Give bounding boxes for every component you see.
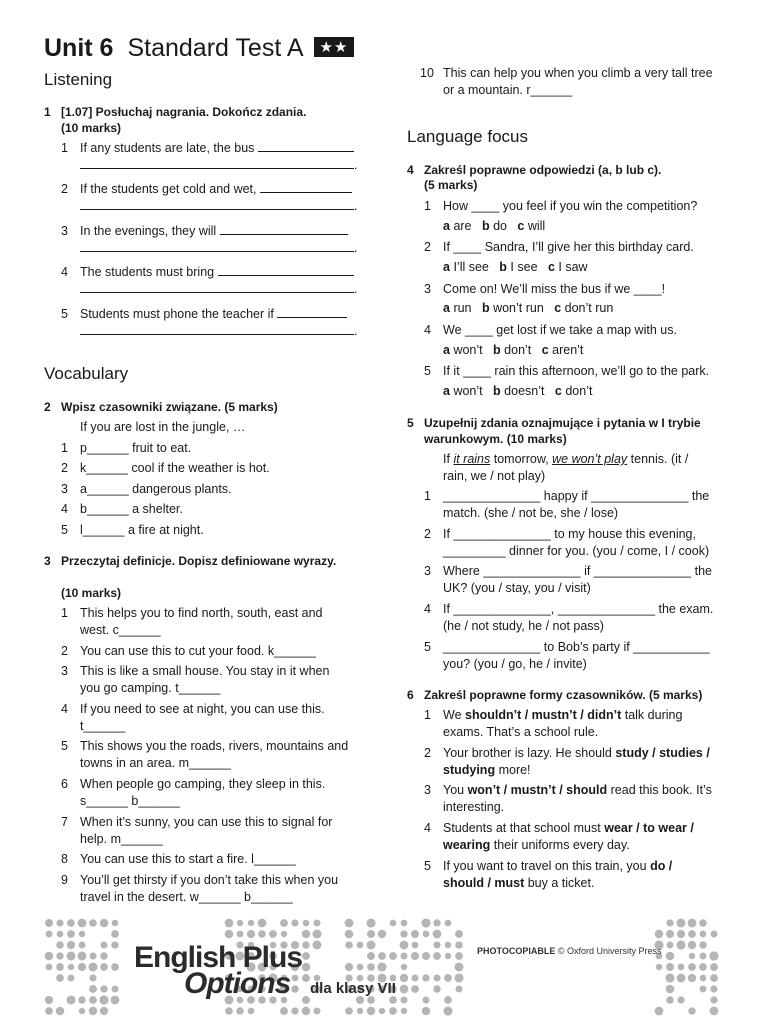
pattern-dot <box>433 974 440 981</box>
pattern-dot <box>411 985 419 993</box>
pattern-dot <box>302 996 310 1004</box>
pattern-dot <box>688 1007 695 1014</box>
verb-form-item: 3 You won’t / mustn’t / should read this book. It’s interesting. <box>424 783 712 814</box>
pattern-dot <box>56 963 64 971</box>
pattern-dot <box>89 996 97 1004</box>
pattern-dot <box>400 941 409 950</box>
pattern-dot <box>699 919 706 926</box>
pattern-dot <box>111 941 118 948</box>
pattern-dot <box>401 1008 407 1014</box>
exercise-4-heading: 4 Zakreśl poprawne odpowiedzi (a, b lub c). <box>407 163 662 177</box>
exercise-1-marks: (10 marks) <box>61 121 122 135</box>
pattern-dot <box>433 985 440 992</box>
pattern-dot <box>312 929 321 938</box>
pattern-dot <box>666 941 673 948</box>
choice-question: 4 We ____ get lost if we take a map with us. <box>424 323 677 337</box>
pattern-dot <box>79 1008 85 1014</box>
pattern-dot <box>677 930 685 938</box>
pattern-dot <box>666 985 675 994</box>
pattern-dot <box>454 973 463 982</box>
pattern-dot <box>89 974 96 981</box>
pattern-dot <box>99 995 108 1004</box>
pattern-dot <box>678 964 685 971</box>
choice-options: a run b won’t run c don’t run <box>443 301 614 315</box>
pattern-dot <box>700 931 707 938</box>
pattern-dot <box>699 963 707 971</box>
pattern-dot <box>400 952 407 959</box>
pattern-dot <box>56 974 64 982</box>
pattern-dot <box>688 919 697 928</box>
pattern-dot <box>688 941 696 949</box>
pattern-dot <box>710 996 717 1003</box>
pattern-dot <box>247 930 255 938</box>
pattern-dot <box>57 931 64 938</box>
verb-form-item: 5 If you want to travel on this train, you do / should / must buy a ticket. <box>424 859 673 890</box>
pattern-dot <box>422 1007 430 1015</box>
vocabulary-item: 2 k______ cool if the weather is hot. <box>61 461 270 475</box>
pattern-dot <box>367 930 375 938</box>
pattern-dot <box>688 963 696 971</box>
pattern-dot <box>411 974 418 981</box>
pattern-dot <box>366 918 375 927</box>
pattern-dot <box>400 974 408 982</box>
pattern-dot <box>389 952 397 960</box>
conditional-item: 3 Where ______________ if ______________ the UK? (you / stay, you / visit) <box>424 564 712 595</box>
pattern-dot <box>445 953 451 959</box>
vocabulary-item: 5 l______ a fire at night. <box>61 523 204 537</box>
pattern-dot <box>248 1008 255 1015</box>
choice-options: a are b do c will <box>443 219 546 233</box>
pattern-dot <box>666 919 673 926</box>
copyright-notice: PHOTOCOPIABLE © Oxford University Press <box>477 946 662 956</box>
pattern-dot <box>89 919 97 927</box>
pattern-dot <box>443 1006 452 1015</box>
pattern-dot <box>357 942 364 949</box>
pattern-dot <box>291 919 298 926</box>
exercise-3-heading: 3 Przeczytaj definicje. Dopisz definiowane wyrazy. <box>44 554 337 568</box>
brand-subtitle: Options <box>184 967 291 1000</box>
pattern-dot <box>379 1008 385 1014</box>
pattern-dot <box>280 919 288 927</box>
pattern-dot <box>655 930 664 939</box>
pattern-dot <box>423 931 430 938</box>
listening-item: 1 If any students are late, the bus . <box>61 141 358 172</box>
pattern-dot <box>79 931 86 938</box>
pattern-dot <box>367 996 375 1004</box>
pattern-dot <box>677 974 686 983</box>
pattern-dot <box>666 996 673 1003</box>
pattern-dot <box>345 941 352 948</box>
pattern-dot <box>100 952 108 960</box>
listening-item: 2 If the students get cold and wet, . <box>61 182 358 213</box>
listening-item: 4 The students must bring . <box>61 265 358 296</box>
pattern-dot <box>700 953 707 960</box>
choice-question: 5 If it ____ rain this afternoon, we’ll go to the park. <box>424 364 710 378</box>
exercise-2-intro: If you are lost in the jungle, … <box>80 420 246 434</box>
pattern-dot <box>303 920 310 927</box>
pattern-dot <box>710 930 717 937</box>
pattern-dot <box>411 930 419 938</box>
pattern-dot <box>700 975 707 982</box>
pattern-dot <box>433 941 440 948</box>
pattern-dot <box>237 931 244 938</box>
pattern-dot <box>89 1007 97 1015</box>
pattern-dot <box>67 941 75 949</box>
pattern-dot <box>302 974 310 982</box>
pattern-dot <box>302 963 311 972</box>
pattern-dot <box>656 964 662 970</box>
pattern-dot <box>433 952 441 960</box>
pattern-dot <box>111 930 119 938</box>
exercise-5-example: If it rains tomorrow, we won’t play tennis. (it / rain, we / not play) <box>443 452 689 483</box>
pattern-dot <box>111 985 118 992</box>
vocabulary-item: 1 p______ fruit to eat. <box>61 441 192 455</box>
pattern-dot <box>237 920 244 927</box>
definition-item: 2 You can use this to cut your food. k______ <box>61 644 316 658</box>
pattern-dot <box>389 996 397 1004</box>
pattern-dot <box>710 1007 719 1016</box>
definition-item: 6 When people go camping, they sleep in this. s______ b______ <box>61 777 326 808</box>
pattern-dot <box>280 1007 288 1015</box>
pattern-dot <box>345 963 353 971</box>
pattern-dot <box>100 919 109 928</box>
definition-item: 1 This helps you to find north, south, east and west. c______ <box>61 606 323 637</box>
pattern-dot <box>423 997 430 1004</box>
pattern-dot <box>401 964 407 970</box>
pattern-dot <box>258 930 266 938</box>
pattern-dot <box>313 941 322 950</box>
pattern-dot <box>367 1007 375 1015</box>
listening-item: 3 In the evenings, they will . <box>61 224 358 255</box>
test-title: Standard Test A <box>127 34 304 62</box>
exercise-6-heading: 6 Zakreśl poprawne formy czasowników. (5 marks) <box>407 688 703 702</box>
verb-form-item: 1 We shouldn’t / mustn’t / didn’t talk during exams. That’s a school rule. <box>424 708 683 739</box>
pattern-dot <box>345 919 354 928</box>
pattern-dot <box>400 930 407 937</box>
pattern-dot <box>112 920 119 927</box>
pattern-dot <box>225 930 234 939</box>
pattern-dot <box>710 963 718 971</box>
pattern-dot <box>688 974 696 982</box>
pattern-dot <box>68 964 75 971</box>
pattern-dot <box>666 963 674 971</box>
pattern-dot <box>56 952 63 959</box>
pattern-dot <box>378 930 386 938</box>
pattern-dot <box>100 1007 108 1015</box>
pattern-dot <box>236 1007 243 1014</box>
difficulty-stars: ★★ <box>314 37 355 57</box>
pattern-dot <box>56 941 64 949</box>
pattern-dot <box>356 996 364 1004</box>
pattern-dot <box>67 930 75 938</box>
pattern-dot <box>56 919 63 926</box>
pattern-dot <box>89 985 97 993</box>
pattern-dot <box>302 930 310 938</box>
definition-item: 8 You can use this to start a fire. l______ <box>61 852 296 866</box>
pattern-dot <box>291 985 299 993</box>
pattern-dot <box>688 930 696 938</box>
pattern-dot <box>66 995 75 1004</box>
pattern-dot <box>422 952 430 960</box>
pattern-dot <box>455 952 463 960</box>
pattern-dot <box>433 919 440 926</box>
pattern-dot <box>710 974 718 982</box>
vocabulary-item: 4 b______ a shelter. <box>61 502 183 516</box>
pattern-dot <box>281 931 287 937</box>
exercise-2-heading: 2 Wpisz czasowniki związane. (5 marks) <box>44 400 278 414</box>
choice-question: 2 If ____ Sandra, I’ll give her this birthday card. <box>424 240 694 254</box>
pattern-dot <box>710 985 717 992</box>
pattern-dot <box>302 941 309 948</box>
pattern-dot <box>700 986 707 993</box>
pattern-dot <box>56 1007 65 1016</box>
pattern-dot <box>455 963 464 972</box>
pattern-dot <box>79 942 86 949</box>
pattern-dot <box>67 919 75 927</box>
verb-form-item: 4 Students at that school must wear / to wear / wearing their uniforms every day. <box>424 821 694 852</box>
pattern-dot <box>378 952 386 960</box>
pattern-dot <box>269 930 277 938</box>
pattern-dot <box>46 964 53 971</box>
choice-question: 1 How ____ you feel if you win the competition? <box>424 199 698 213</box>
pattern-dot <box>45 930 52 937</box>
definition-item: 3 This is like a small house. You stay in it when you go camping. t______ <box>61 664 330 695</box>
verb-form-item: 2 Your brother is lazy. He should study / studies / studying more! <box>424 746 710 777</box>
pattern-dot <box>357 964 364 971</box>
pattern-dot <box>411 952 419 960</box>
pattern-dot <box>367 952 375 960</box>
conditional-item: 5 ______________ to Bob’s party if ___________ you? (you / go, he / invite) <box>424 640 710 671</box>
conditional-item: 4 If ______________, ______________ the exam. (he / not study, he / not pass) <box>424 602 714 633</box>
pattern-dot <box>302 1007 310 1015</box>
exercise-4-marks: (5 marks) <box>424 178 478 192</box>
pattern-dot <box>676 940 685 949</box>
pattern-dot <box>444 974 452 982</box>
pattern-dot <box>455 941 462 948</box>
language-focus-heading: Language focus <box>407 127 528 146</box>
vocabulary-heading: Vocabulary <box>44 364 129 383</box>
pattern-dot <box>225 1007 233 1015</box>
pattern-dot <box>666 952 674 960</box>
pattern-dot <box>421 918 430 927</box>
conditional-item: 1 ______________ happy if ______________ the match. (she / not be, she / lose) <box>424 489 710 520</box>
pattern-dot <box>699 941 707 949</box>
choice-question: 3 Come on! We’ll miss the bus if we ____! <box>424 282 666 296</box>
brand-name: English Plus <box>134 941 303 974</box>
pattern-dot <box>45 1007 53 1015</box>
pattern-dot <box>313 919 320 926</box>
pattern-dot <box>455 985 462 992</box>
pattern-dot <box>291 1007 298 1014</box>
choice-options: a I’ll see b I see c I saw <box>443 260 588 274</box>
definition-item: 4 If you need to see at night, you can use this. t______ <box>61 702 325 733</box>
pattern-dot <box>67 974 74 981</box>
pattern-dot <box>412 942 419 949</box>
pattern-dot <box>377 962 386 971</box>
unit-number: Unit 6 <box>44 34 114 62</box>
pattern-dot <box>45 952 54 961</box>
pattern-dot <box>78 952 87 961</box>
pattern-dot <box>666 930 674 938</box>
pattern-dot <box>445 942 452 949</box>
pattern-dot <box>400 996 407 1003</box>
exercise-5-heading: 5 Uzupełnij zdania oznajmujące i pytania w I trybie warunkowym. (10 marks) <box>407 416 701 446</box>
definition-item: 5 This shows you the roads, rivers, mountains and towns in an area. m______ <box>61 739 349 770</box>
exercise-3-marks: (10 marks) <box>61 586 122 600</box>
pattern-dot <box>78 963 86 971</box>
pattern-dot <box>225 919 234 928</box>
pattern-dot <box>78 996 85 1003</box>
choice-options: a won’t b doesn’t c don’t <box>443 384 593 398</box>
pattern-dot <box>357 1008 363 1014</box>
pattern-dot <box>78 919 87 928</box>
pattern-dot <box>248 920 254 926</box>
pattern-dot <box>367 941 376 950</box>
pattern-dot <box>313 1007 320 1014</box>
definition-item: 9 You’ll get thirsty if you don’t take this when you travel in the desert. w______ b______ <box>61 873 339 904</box>
pattern-dot <box>45 919 53 927</box>
listening-item: 5 Students must phone the teacher if . <box>61 307 358 338</box>
pattern-dot <box>345 930 354 939</box>
pattern-dot <box>100 963 108 971</box>
pattern-dot <box>455 930 463 938</box>
exercise-1-heading <box>44 104 364 120</box>
pattern-dot <box>389 1007 397 1015</box>
pattern-dot <box>45 996 53 1004</box>
pattern-dot <box>401 920 408 927</box>
exercise-number: 1 <box>44 105 51 119</box>
exercise-instruction: [1.07] Posłuchaj nagrania. Dokończ zdania. <box>61 105 307 119</box>
brand-grade: dla klasy VII <box>310 980 396 997</box>
pattern-dot <box>677 996 684 1003</box>
pattern-dot <box>709 951 718 960</box>
pattern-dot <box>100 985 107 992</box>
conditional-item: 2 If ______________ to my house this evening, _________ dinner for you. (you / come, I / cook) <box>424 527 710 558</box>
pattern-dot <box>89 952 96 959</box>
listening-heading: Listening <box>44 70 113 89</box>
pattern-dot <box>111 963 119 971</box>
pattern-dot <box>345 1007 353 1015</box>
pattern-dot <box>302 952 310 960</box>
pattern-dot <box>292 975 299 982</box>
pattern-dot <box>67 952 76 961</box>
pattern-dot <box>677 919 686 928</box>
pattern-dot <box>655 1007 664 1016</box>
pattern-dot <box>258 919 267 928</box>
pattern-dot <box>88 962 97 971</box>
choice-options: a won’t b don’t c aren’t <box>443 343 584 357</box>
pattern-dot <box>665 973 674 982</box>
pattern-dot <box>445 920 452 927</box>
pattern-dot <box>433 930 442 939</box>
definition-item: 7 When it’s sunny, you can use this to signal for help. m______ <box>61 815 333 846</box>
pattern-dot <box>400 985 409 994</box>
pattern-dot <box>111 996 120 1005</box>
pattern-dot <box>422 974 429 981</box>
pattern-dot <box>689 953 695 959</box>
pattern-dot <box>390 920 397 927</box>
vocabulary-item: 3 a______ dangerous plants. <box>61 482 232 496</box>
pattern-dot <box>367 963 375 971</box>
definition-item: 10 This can help you when you climb a very tall tree or a mountain. r______ <box>420 66 713 97</box>
pattern-dot <box>444 996 452 1004</box>
page-title <box>44 34 354 63</box>
pattern-dot <box>100 941 107 948</box>
footer-banner <box>44 917 723 1017</box>
